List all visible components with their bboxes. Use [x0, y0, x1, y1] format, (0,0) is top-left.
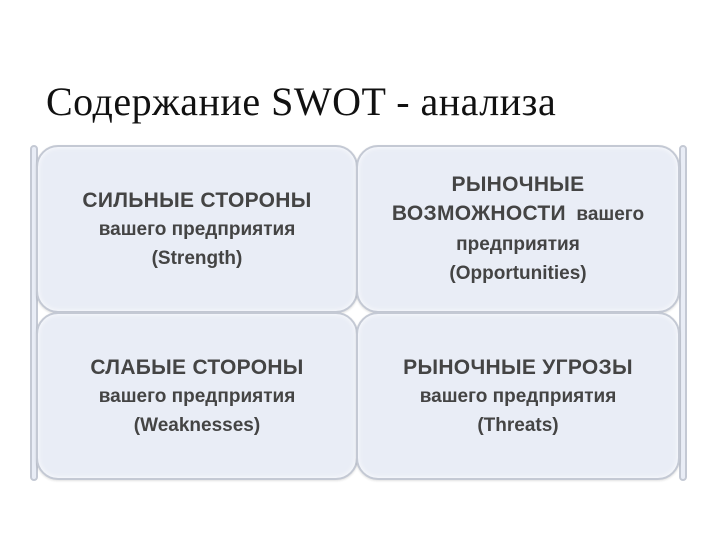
- strengths-heading: СИЛЬНЫЕ СТОРОНЫ: [82, 188, 312, 212]
- threats-english-label: (Threats): [477, 414, 559, 436]
- opportunities-heading-row: [392, 199, 644, 230]
- strengths-english-label: (Strength): [151, 247, 243, 269]
- swot-cell-weaknesses: [36, 312, 358, 480]
- opportunities-subtitle-part1: вашего: [576, 204, 645, 225]
- weaknesses-english-label: (Weaknesses): [133, 414, 261, 436]
- swot-cell-opportunities: [356, 145, 680, 313]
- opportunities-heading-line2: ВОЗМОЖНОСТИ: [391, 202, 566, 225]
- opportunities-english-label: (Opportunities): [449, 263, 587, 284]
- right-edge-decoration: [679, 145, 687, 481]
- threats-heading: РЫНОЧНЫЕ УГРОЗЫ: [403, 355, 633, 379]
- swot-cell-strengths: [36, 145, 358, 313]
- slide-title: Содержание SWOT - анализа: [46, 79, 557, 124]
- opportunities-heading-line1: РЫНОЧНЫЕ: [451, 173, 585, 196]
- weaknesses-heading: СЛАБЫЕ СТОРОНЫ: [90, 355, 304, 379]
- opportunities-subtitle-part2: предприятия: [456, 234, 580, 255]
- swot-cell-threats: [356, 312, 680, 480]
- strengths-subtitle: вашего предприятия: [98, 218, 296, 240]
- threats-subtitle: вашего предприятия: [419, 385, 617, 407]
- weaknesses-subtitle: вашего предприятия: [98, 385, 296, 407]
